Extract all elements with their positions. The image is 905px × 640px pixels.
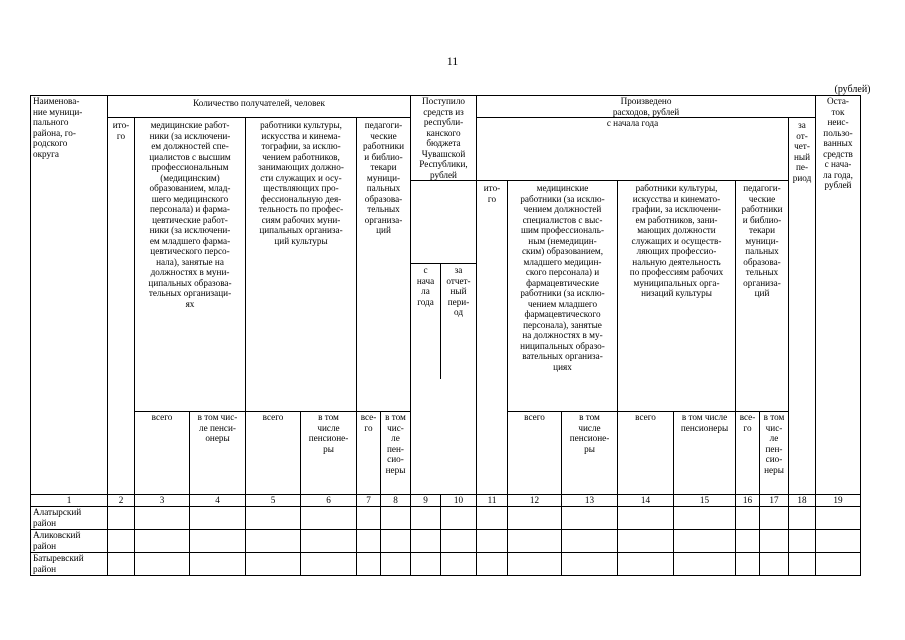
header-total-label: всего [135,412,190,495]
report-table [30,95,861,576]
header-total-label: всего [508,412,562,495]
header-balance: Оста- ток неис- пользо- ванных средств с нача- ла года, рублей [816,96,861,495]
header-name: Наименова- ние муници- пального района, го- родского округа [31,96,108,495]
header-from-start: с нача ла года [411,264,441,379]
column-number: 12 [508,495,562,507]
header-total-label: всего [618,412,674,495]
header-pedagog1: педагоги- ческие работники и библио- текари муници- пальных образова- тельных организа- ций [357,118,411,412]
header-for-period2: за отчет- ный пери- од [446,265,471,317]
column-number: 2 [108,495,135,507]
header-medical2: медицинские работники (за исклю- чением должностей специалистов с выс- шим профессиональ- ным (немедицин- ским) образованием, младшего медицин- ского персонала) и фармацевтические работники (за исклю- чением младшего фармацевтического персонала), занятые на должностях в му- ниципальных образо- вательных организа- циях [508,181,618,412]
column-number: 6 [301,495,357,507]
header-pensioners-a: в том чис- ле пенси- онеры [190,412,246,495]
header-vse-short2: все- го [736,412,760,495]
column-number: 1 [31,495,108,507]
header-pensioners-b: в том числе пенсионе- ры [301,412,357,495]
header-recipients: Количество получателей, человек [108,96,411,118]
header-pedagog2: педагоги- ческие работники и библио- текари муници- пальных образова- тельных организа- ций [736,181,789,412]
header-pensioners-d: в том числе пенсионеры [674,412,736,495]
column-number: 10 [441,495,477,507]
header-pensioners-short: в том чис- ле пен- сио- неры [381,412,411,495]
district-name: Батыревский район [31,553,108,576]
header-pensioners-short2: в том чис- ле пен- сио- неры [760,412,789,495]
table-row [31,553,861,576]
units-label: (рублей) [834,84,871,95]
header-total2: ито- го [477,181,508,495]
column-number: 15 [674,495,736,507]
table-row [31,530,861,553]
column-number: 8 [381,495,411,507]
header-for-period: за от- чет- ный пе- риод [789,118,816,495]
column-number-row [31,495,861,507]
column-number: 3 [135,495,190,507]
column-number: 9 [411,495,441,507]
header-total1: ито- го [108,118,135,495]
page-number: 11 [446,54,459,68]
header-since-year-start: с начала года [477,118,789,181]
received-subheader [411,181,477,495]
header-medical1: медицинские работ- ники (за исключени- ем должностей спе- циалистов с высшим профессиональным (медицинским) образованием, млад- шего медицинского персонала) и фарма- цевтические работ- ники (за исключени- ем младшего фарма- цевтического персо- нала), занятые на должностях в муни- ципальных образова- тельных организаци- ях [135,118,246,412]
column-number: 18 [789,495,816,507]
column-number: 17 [760,495,789,507]
column-number: 11 [477,495,508,507]
district-name: Аликовский район [31,530,108,553]
header-pensioners-c: в том числе пенсионе- ры [562,412,618,495]
table-row [31,507,861,530]
column-number: 7 [357,495,381,507]
column-number: 13 [562,495,618,507]
column-number: 14 [618,495,674,507]
header-culture1: работники культуры, искусства и кинема- тографии, за исклю- чением работников, занимающих должно- сти служащих и осу- ществляющих про- фессиональную дея- тельность по профес- сиям рабочих муни- ципальных организа- ций культуры [246,118,357,412]
column-number: 5 [246,495,301,507]
column-number: 19 [816,495,861,507]
header-spent: Произведено расходов, рублей [477,96,816,118]
column-number: 16 [736,495,760,507]
district-name: Алатырский район [31,507,108,530]
header-received: Поступило средств из республи- канского бюджета Чувашской Республики, рублей [411,96,477,181]
header-total-label: всего [246,412,301,495]
column-number: 4 [190,495,246,507]
header-culture2: работники культуры, искусства и кинемато- графии, за исключени- ем работников, зани- мающих должности служащих и осуществ- ляющих профессио- нальную деятельность по профессиям рабочих муниципальных орга- низаций культуры [618,181,736,412]
header-vse-short: все- го [357,412,381,495]
